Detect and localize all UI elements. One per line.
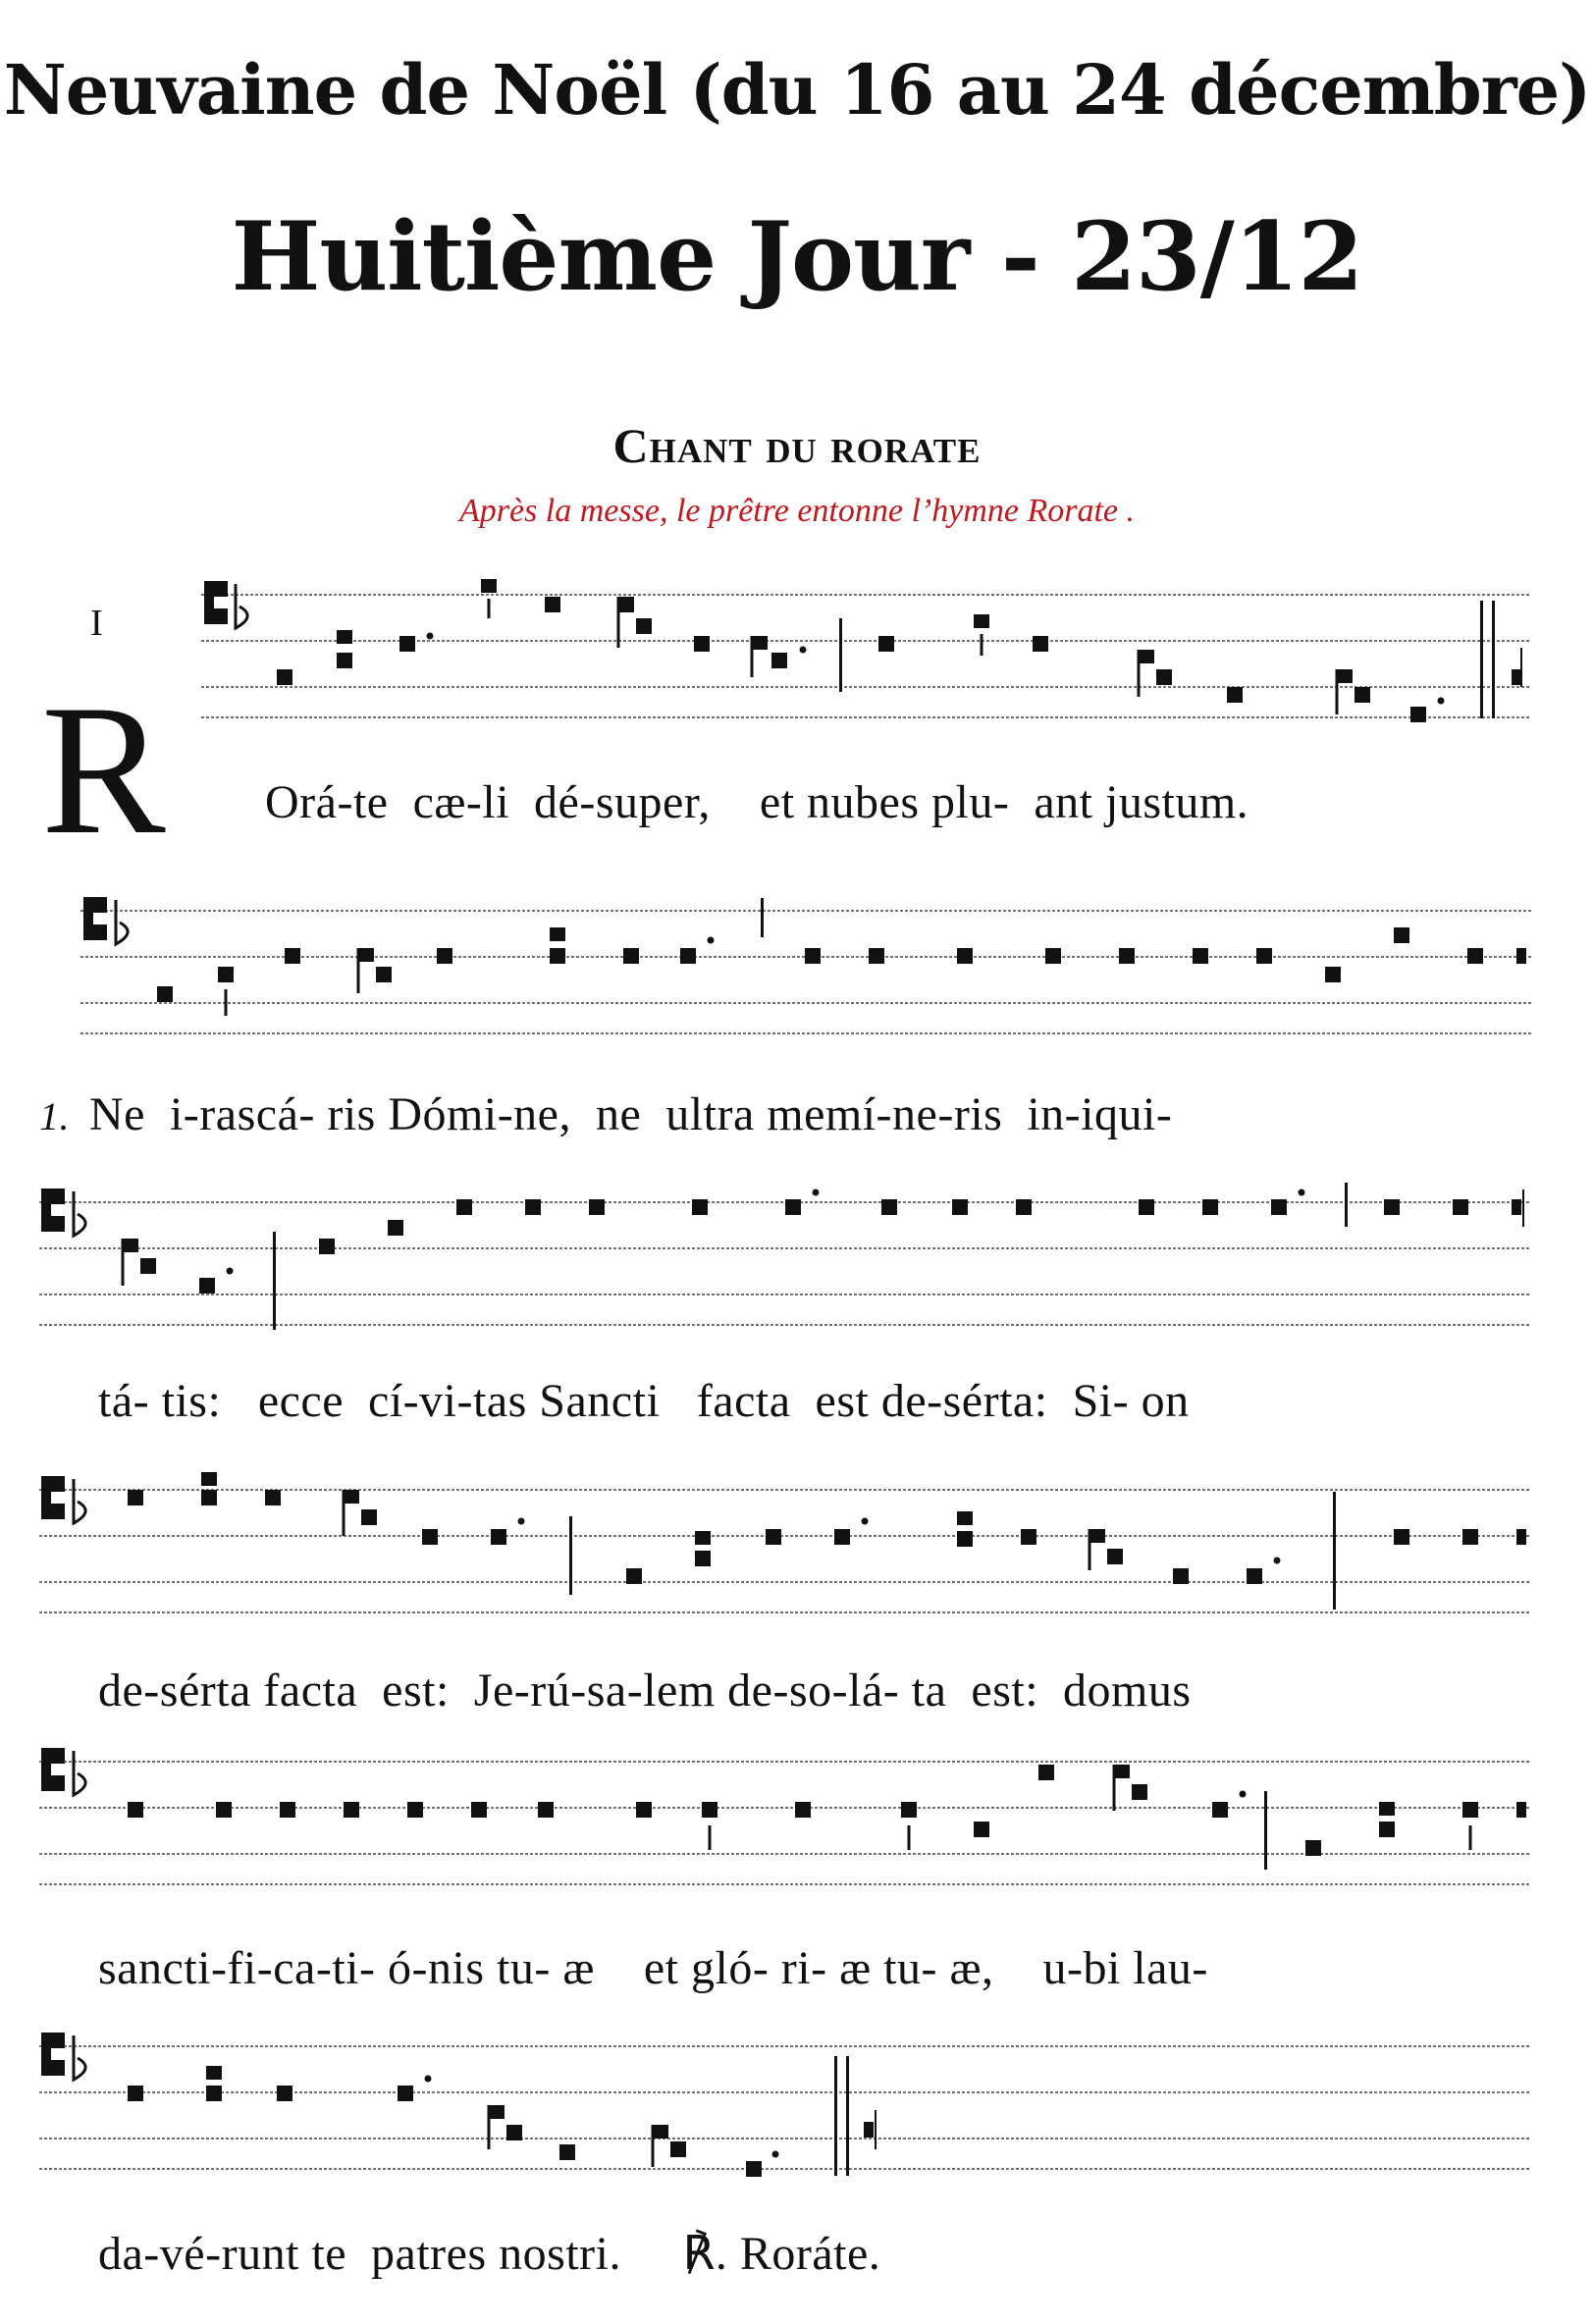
lyric-line-6: da-vé-runt te patres nostri. ℟. Roráte. bbox=[98, 2228, 881, 2280]
clef-icon bbox=[204, 581, 228, 624]
chant-title: Chant du rorate bbox=[612, 418, 982, 473]
lyric-line-5: sancti-fi-ca-ti- ó-nis tu- æ et gló- ri- æ tu- æ, u-bi lau- bbox=[98, 1942, 1208, 1994]
lyric-line-2 bbox=[39, 1087, 1172, 1141]
verse-number: 1. bbox=[39, 1094, 70, 1138]
flat-icon bbox=[236, 584, 247, 628]
lyric-line-1: Orá-te cæ-li dé-super, et nubes plu- ant justum. bbox=[265, 776, 1249, 828]
drop-initial: R bbox=[41, 667, 166, 873]
lyric-line-3: tá- tis: ecce cí-vi-tas Sancti facta est de-sérta: Si- on bbox=[98, 1375, 1190, 1427]
rubric: Après la messe, le prêtre entonne l’hymne Rorate . bbox=[458, 493, 1135, 529]
page-title: Neuvaine de Noël (du 16 au 24 décembre) bbox=[3, 49, 1591, 131]
lyric-line-4: de-sérta facta est: Je-rú-sa-lem de-so-lá- ta est: domus bbox=[98, 1664, 1192, 1717]
mode-number: I bbox=[90, 603, 103, 644]
lyric-line-2-text: Ne i-rascá- ris Dómi-ne, ne ultra memí-ne-ris in-iqui- bbox=[89, 1088, 1173, 1140]
day-subtitle: Huitième Jour - 23/12 bbox=[231, 201, 1363, 312]
